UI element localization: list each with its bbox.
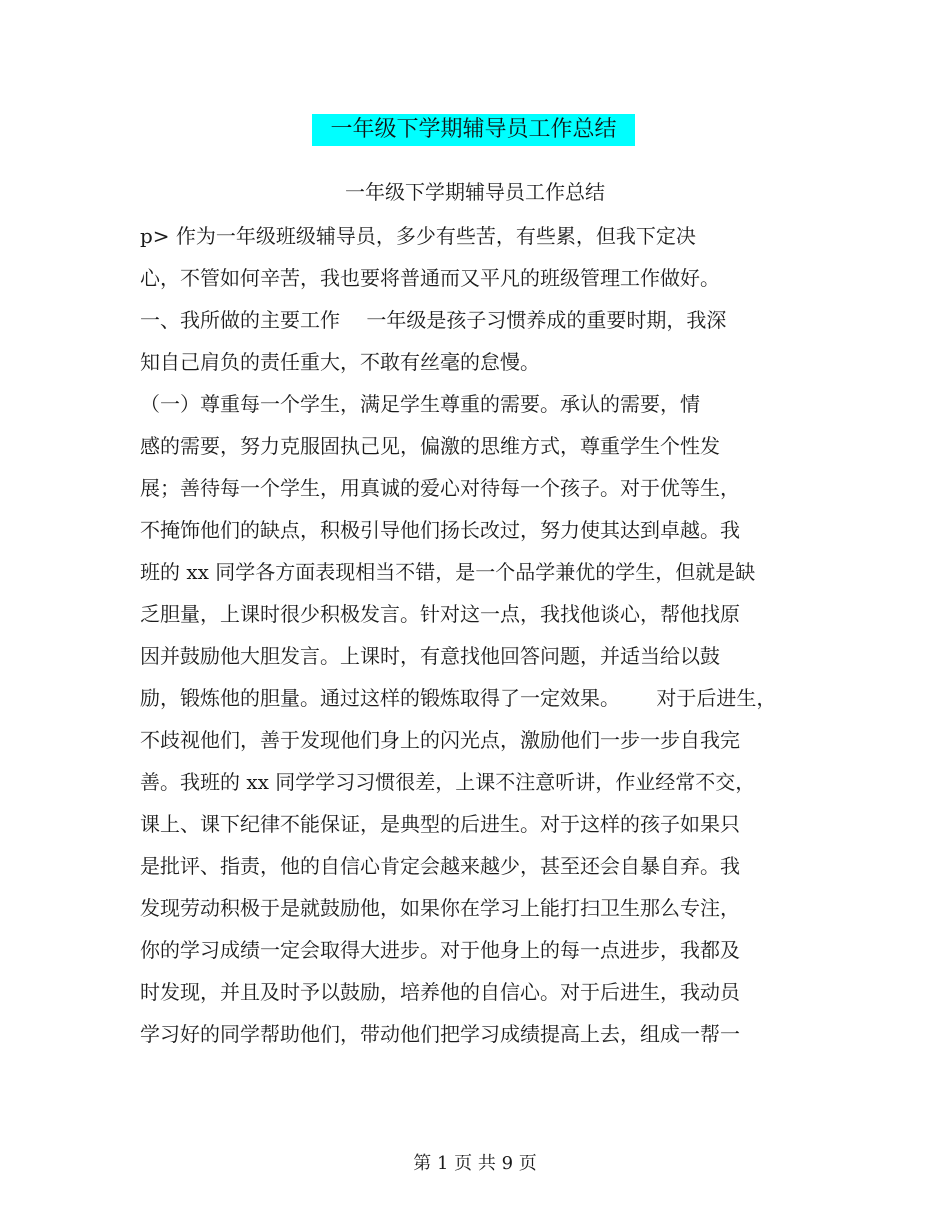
body-line: 学习好的同学帮助他们，带动他们把学习成绩提高上去，组成一帮一 [140,1022,740,1046]
body-line: （一）尊重每一个学生，满足学生尊重的需要。承认的需要，情 [140,392,700,416]
document-subtitle: 一年级下学期辅导员工作总结 [345,180,605,204]
body-line: 知自己肩负的责任重大，不敢有丝毫的怠慢。 [140,350,540,374]
page-footer: 第 1 页 共 9 页 [413,1153,537,1174]
body-line: 班的 xx 同学各方面表现相当不错，是一个品学兼优的学生，但就是缺 [140,560,756,584]
body-line: 一、我所做的主要工作 一年级是孩子习惯养成的重要时期，我深 [140,308,727,332]
body-line: 感的需要，努力克服固执己见，偏激的思维方式，尊重学生个性发 [140,434,720,458]
body-line: 发现劳动积极于是就鼓励他，如果你在学习上能打扫卫生那么专注， [140,896,740,920]
body-line: 课上、课下纪律不能保证，是典型的后进生。对于这样的孩子如果只 [140,812,740,836]
body-line: 是批评、指责，他的自信心肯定会越来越少，甚至还会自暴自弃。我 [140,854,740,878]
body-line: p> 作为一年级班级辅导员，多少有些苦，有些累，但我下定决 [140,224,696,248]
document-title: 一年级下学期辅导员工作总结 [312,114,635,146]
body-line: 不掩饰他们的缺点，积极引导他们扬长改过，努力使其达到卓越。我 [140,518,740,542]
body-line: 乏胆量，上课时很少积极发言。针对这一点，我找他谈心，帮他找原 [140,602,740,626]
body-line: 因并鼓励他大胆发言。上课时，有意找他回答问题，并适当给以鼓 [140,644,720,668]
body-line: 励，锻炼他的胆量。通过这样的锻炼取得了一定效果。 对于后进生， [140,686,777,710]
body-line: 善。我班的 xx 同学学习习惯很差，上课不注意听讲，作业经常不交， [140,770,756,794]
body-line: 不歧视他们，善于发现他们身上的闪光点，激励他们一步一步自我完 [140,728,740,752]
body-line: 展；善待每一个学生，用真诚的爱心对待每一个孩子。对于优等生， [140,476,740,500]
body-line: 你的学习成绩一定会取得大进步。对于他身上的每一点进步，我都及 [140,938,740,962]
body-line: 时发现，并且及时予以鼓励，培养他的自信心。对于后进生，我动员 [140,980,740,1004]
body-line: 心，不管如何辛苦，我也要将普通而又平凡的班级管理工作做好。 [140,266,720,290]
